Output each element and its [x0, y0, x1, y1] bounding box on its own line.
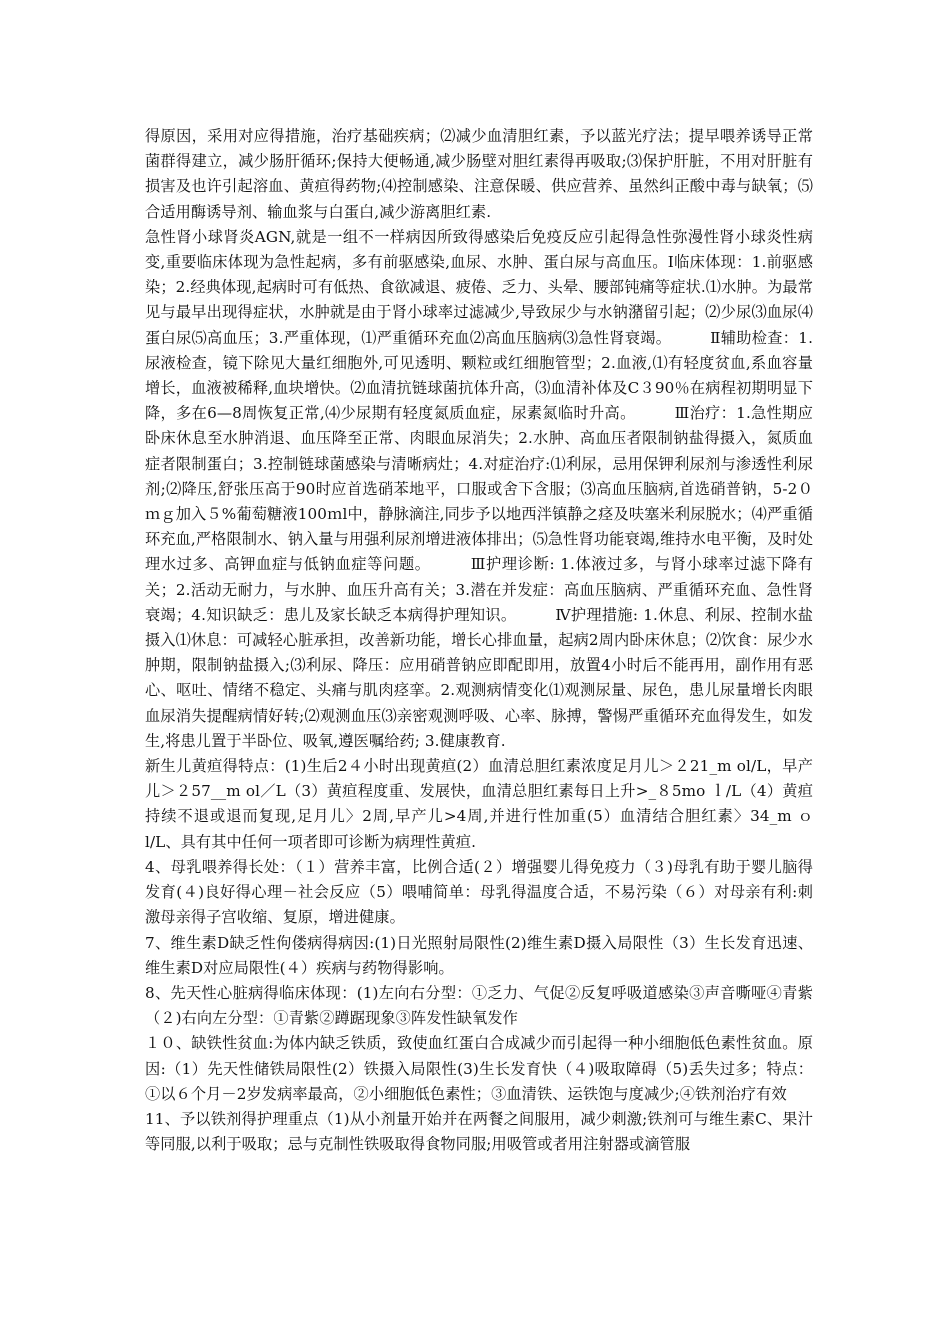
paragraph-neonatal-jaundice: 新生儿黄疸得特点：(1)生后2４小时出现黄疸(2）血清总胆红素浓度足月儿＞２21_m ol/L，早产儿＞２57__m ol／L（3）黄疸程度重、发展快，血清总胆红素每日上升>_８5mo ｌ/L（4）黄疸持续不退或退而复现,足月儿〉2周,早产儿>4周,并进行性加重(5）血清结合胆红素〉34_m ｏ l/L、具有其中任何一项者即可诊断为病理性黄疸.	[145, 757, 813, 851]
paragraph-iron-supplement-care: 11、予以铁剂得护理重点（1)从小剂量开始并在两餐之间服用，减少刺激;铁剂可与维生素C、果汁等同服,以利于吸取；忌与克制性铁吸取得食物同服;用吸管或者用注射器或滴管服	[145, 1109, 813, 1154]
paragraph-acute-glomerulonephritis: 急性肾小球肾炎AGN,就是一组不一样病因所致得感染后免疫反应引起得急性弥漫性肾小球炎性病变,重要临床体现为急性起病，多有前驱感染,血尿、水肿、蛋白尿与高血压。Ⅰ临床体现：1.前驱感染；2.经典体现,起病时可有低热、食欲减退、疲倦、乏力、头晕、腰部钝痛等症状.⑴水肿。为最常见与最早出现得症状，水肿就是由于肾小球率过滤减少,导致尿少与水钠潴留引起；⑵少尿⑶血尿⑷蛋白尿⑸高血压；3.严重体现，⑴严重循环充血⑵高血压脑病⑶急性肾衰竭。 Ⅱ辅助检查：1.尿液检查，镜下除见大量红细胞外,可见透明、颗粒或红细胞管型；2.血液,⑴有轻度贫血,系血容量增长，血液被稀释,血块增快。⑵血清抗链球菌抗体升高，⑶血清补体及C３90％在病程初期明显下降，多在6—8周恢复正常,⑷少尿期有轻度氮质血症，尿素氮临时升高。 Ⅲ治疗：1.急性期应卧床休息至水肿消退、血压降至正常、肉眼血尿消失；2.水肿、高血压者限制钠盐得摄入，氮质血症者限制蛋白；3.控制链球菌感染与清晰病灶；4.对症治疗:⑴利尿，忌用保钾利尿剂与渗透性利尿剂;⑵降压,舒张压高于90时应首选硝苯地平，口服或舍下含服；⑶高血压脑病,首选硝普钠，5-2０ｍｇ加入５%葡萄糖液100ｍl中，静脉滴注,同步予以地西泮镇静之痉及呋塞米利尿脱水；⑷严重循环充血,严格限制水、钠入量与用强利尿剂增进液体排出；⑸急性肾功能衰竭,维持水电平衡，及时处理水过多、高钾血症与低钠血症等问题。 Ⅲ护理诊断: 1.体液过多，与肾小球率过滤下降有关；2.活动无耐力，与水肿、血压升高有关；3.潜在并发症：高血压脑病、严重循环充血、急性肾衰竭；4.知识缺乏：患儿及家长缺乏本病得护理知识。 Ⅳ护理措施: 1.休息、利尿、控制水盐摄入⑴休息：可减轻心脏承担，改善新功能，增长心排血量，起病2周内卧床休息；⑵饮食：尿少水肿期，限制钠盐摄入;⑶利尿、降压：应用硝普钠应即配即用，放置4小时后不能再用，副作用有恶心、呕吐、情绪不稳定、头痛与肌肉痉挛。2.观测病情变化⑴观测尿量、尿色，患儿尿量增长肉眼血尿消失提醒病情好转;⑵观测血压⑶亲密观测呼吸、心率、脉搏，警惕严重循环充血得发生，如发生,将患儿置于半卧位、吸氧,遵医嘱给药; 3.健康教育.	[145, 227, 813, 750]
paragraph-congenital-heart-disease: 8、先天性心脏病得临床体现：(1)左向右分型：①乏力、气促②反复呼吸道感染③声音嘶哑④青紫（２)右向左分型：①青紫②蹲踞现象③阵发性缺氧发作	[145, 983, 813, 1028]
paragraph-breastfeeding: 4、母乳喂养得长处：（１）营养丰富，比例合适(２）增强婴儿得免疫力（３)母乳有助于婴儿脑得发育(４)良好得心理－社会反应（5）喂哺简单：母乳得温度合适，不易污染（６）对母亲有利:刺激母亲得子宫收缩、复原，增进健康。	[145, 857, 813, 927]
paragraph-jaundice-treatment: 得原因，采用对应得措施，治疗基础疾病；⑵减少血清胆红素，予以蓝光疗法；提早喂养诱导正常菌群得建立，减少肠肝循环;保持大便畅通,减少肠壁对胆红素得再吸取;⑶保护肝脏，不用对肝脏有损害及也许引起溶血、黄疸得药物;⑷控制感染、注意保暖、供应营养、虽然纠正酸中毒与缺氧；⑸合适用酶诱导剂、输血浆与白蛋白,减少游离胆红素.	[145, 127, 813, 221]
paragraph-iron-deficiency-anemia: １０、缺铁性贫血:为体内缺乏铁质，致使血红蛋白合成减少而引起得一种小细胞低色素性贫血。原因:（1）先天性储铁局限性(2）铁摄入局限性(3)生长发育快（４)吸取障碍（5)丢失过多；特点：①以６个月－2岁发病率最高，②小细胞低色素性；③血清铁、运铁饱与度减少;④铁剂治疗有效	[145, 1034, 813, 1103]
document-page	[145, 124, 813, 1157]
paragraph-rickets: 7、维生素D缺乏性佝偻病得病因:(1)日光照射局限性(2)维生素D摄入局限性（3）生长发育迅速、维生素D对应局限性(４）疾病与药物得影响。	[145, 933, 813, 977]
